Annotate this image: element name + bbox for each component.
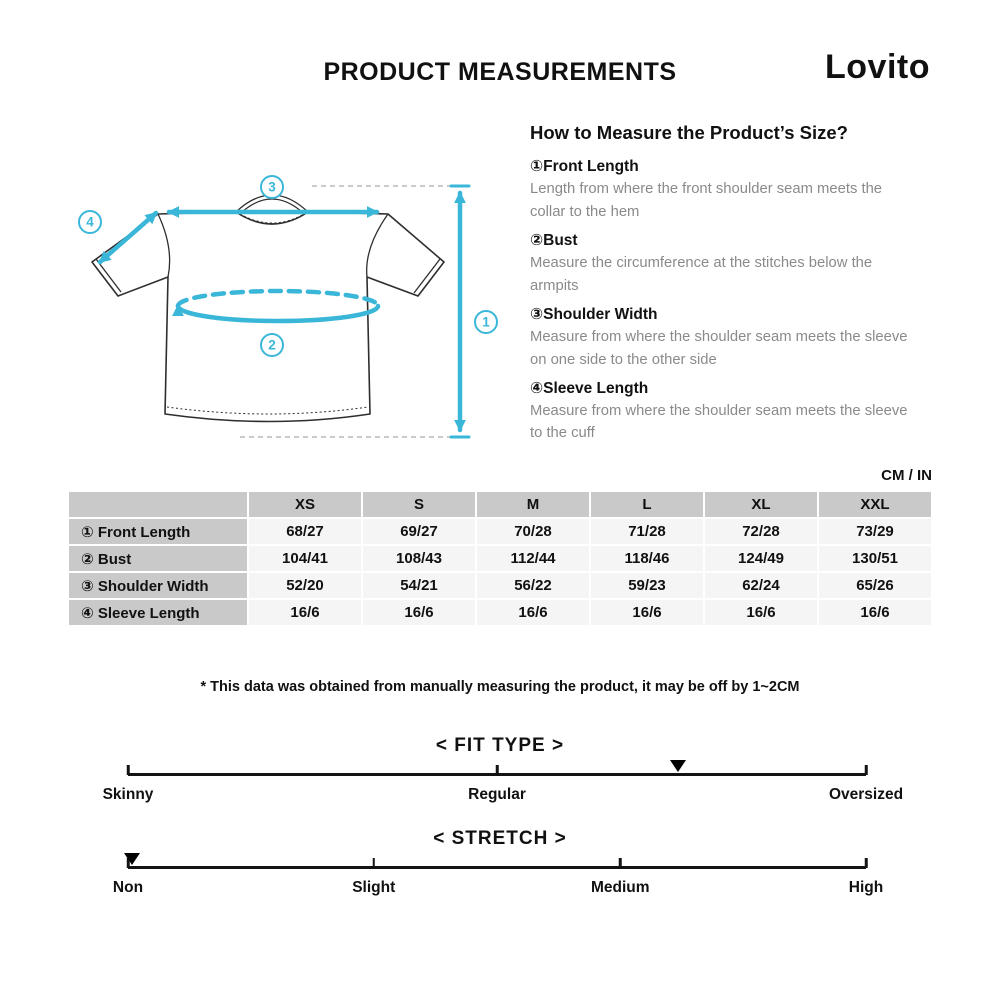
measurement-cell: 54/21 <box>362 572 476 599</box>
slider-marker <box>124 853 140 865</box>
table-corner-cell <box>68 491 248 518</box>
how-to-list <box>530 157 920 445</box>
size-column-l: L <box>590 491 704 518</box>
measure-item-label: ①Front Length <box>530 158 639 175</box>
measure-item-desc: Measure from where the shoulder seam meets the sleeve on one side to the other side <box>530 328 908 368</box>
slider-tick <box>127 765 130 775</box>
measurement-cell: 68/27 <box>248 518 362 545</box>
slider-tick <box>619 858 622 868</box>
table-row <box>68 572 932 599</box>
measurement-cell: 16/6 <box>590 599 704 626</box>
slider-label-medium: Medium <box>590 879 650 896</box>
measurement-cell: 70/28 <box>476 518 590 545</box>
table-header-row <box>68 491 932 518</box>
measurement-cell: 104/41 <box>248 545 362 572</box>
slider-label-slight: Slight <box>352 879 396 896</box>
size-column-xs: XS <box>248 491 362 518</box>
slider-tick <box>865 858 868 868</box>
slider-label-skinny: Skinny <box>102 786 154 803</box>
size-table-body <box>68 518 932 626</box>
measurement-cell: 59/23 <box>590 572 704 599</box>
brand-logo: Lovito <box>825 48 930 86</box>
measurement-cell: 56/22 <box>476 572 590 599</box>
size-table <box>67 490 933 627</box>
size-column-s: S <box>362 491 476 518</box>
slider-label-high: High <box>848 879 884 896</box>
measurement-cell: 71/28 <box>590 518 704 545</box>
measure-item-desc: Measure from where the shoulder seam meets the sleeve to the cuff <box>530 402 908 442</box>
measurement-cell: 16/6 <box>362 599 476 626</box>
badge-front-length <box>475 311 497 333</box>
measurement-cell: 118/46 <box>590 545 704 572</box>
footnote: * This data was obtained from manually measuring the product, it may be off by 1~2CM <box>200 679 800 695</box>
measurement-cell: 73/29 <box>818 518 932 545</box>
stretch-track <box>128 866 866 869</box>
fit-type-title: < FIT TYPE > <box>435 735 565 756</box>
measurement-cell: 52/20 <box>248 572 362 599</box>
svg-text:2: 2 <box>268 337 276 353</box>
badge-bust <box>261 334 283 356</box>
slider-marker <box>670 760 686 772</box>
row-label: ① Front Length <box>68 518 248 545</box>
measurement-cell: 65/26 <box>818 572 932 599</box>
size-column-xl: XL <box>704 491 818 518</box>
size-table-head <box>68 491 932 518</box>
row-label: ② Bust <box>68 545 248 572</box>
stretch-title: < STRETCH > <box>433 828 567 849</box>
measure-item-label: ②Bust <box>530 231 578 249</box>
table-row <box>68 518 932 545</box>
measurement-cell: 16/6 <box>818 599 932 626</box>
table-row <box>68 599 932 626</box>
slider-label-non: Non <box>112 879 144 896</box>
measure-item-desc: Measure the circumference at the stitches below the armpits <box>530 254 873 294</box>
measurement-cell: 16/6 <box>248 599 362 626</box>
measurement-cell: 108/43 <box>362 545 476 572</box>
row-label: ③ Shoulder Width <box>68 572 248 599</box>
badge-shoulder-width <box>261 176 283 198</box>
measurement-cell: 16/6 <box>476 599 590 626</box>
measurement-cell: 16/6 <box>704 599 818 626</box>
measure-item-desc: Length from where the front shoulder seam meets the collar to the hem <box>530 181 883 220</box>
table-row <box>68 545 932 572</box>
slider-label-regular: Regular <box>468 786 526 803</box>
tshirt-outline <box>92 212 444 422</box>
how-to-title: How to Measure the Product’s Size? <box>530 122 848 143</box>
row-label: ④ Sleeve Length <box>68 599 248 626</box>
measure-item-label: ④Sleeve Length <box>530 379 649 397</box>
svg-text:3: 3 <box>268 179 276 195</box>
slider-tick <box>496 765 499 775</box>
stretch-slider <box>112 855 884 913</box>
fit-type-slider <box>102 762 904 820</box>
svg-text:4: 4 <box>86 214 94 230</box>
slider-label-oversized: Oversized <box>828 786 904 803</box>
measurement-cell: 72/28 <box>704 518 818 545</box>
badge-sleeve-length <box>79 211 101 233</box>
size-column-xxl: XXL <box>818 491 932 518</box>
measurement-cell: 62/24 <box>704 572 818 599</box>
slider-tick <box>373 858 376 868</box>
measurement-cell: 124/49 <box>704 545 818 572</box>
measure-item-label: ③Shoulder Width <box>530 305 658 323</box>
tshirt-measurement-diagram <box>70 162 500 452</box>
measurement-cell: 69/27 <box>362 518 476 545</box>
page-title: PRODUCT MEASUREMENTS <box>323 58 677 86</box>
size-column-m: M <box>476 491 590 518</box>
svg-text:1: 1 <box>482 314 490 330</box>
units-label: CM / IN <box>881 467 932 484</box>
measurement-cell: 130/51 <box>818 545 932 572</box>
slider-tick <box>865 765 868 775</box>
how-to-section <box>530 122 920 445</box>
measurement-cell: 112/44 <box>476 545 590 572</box>
